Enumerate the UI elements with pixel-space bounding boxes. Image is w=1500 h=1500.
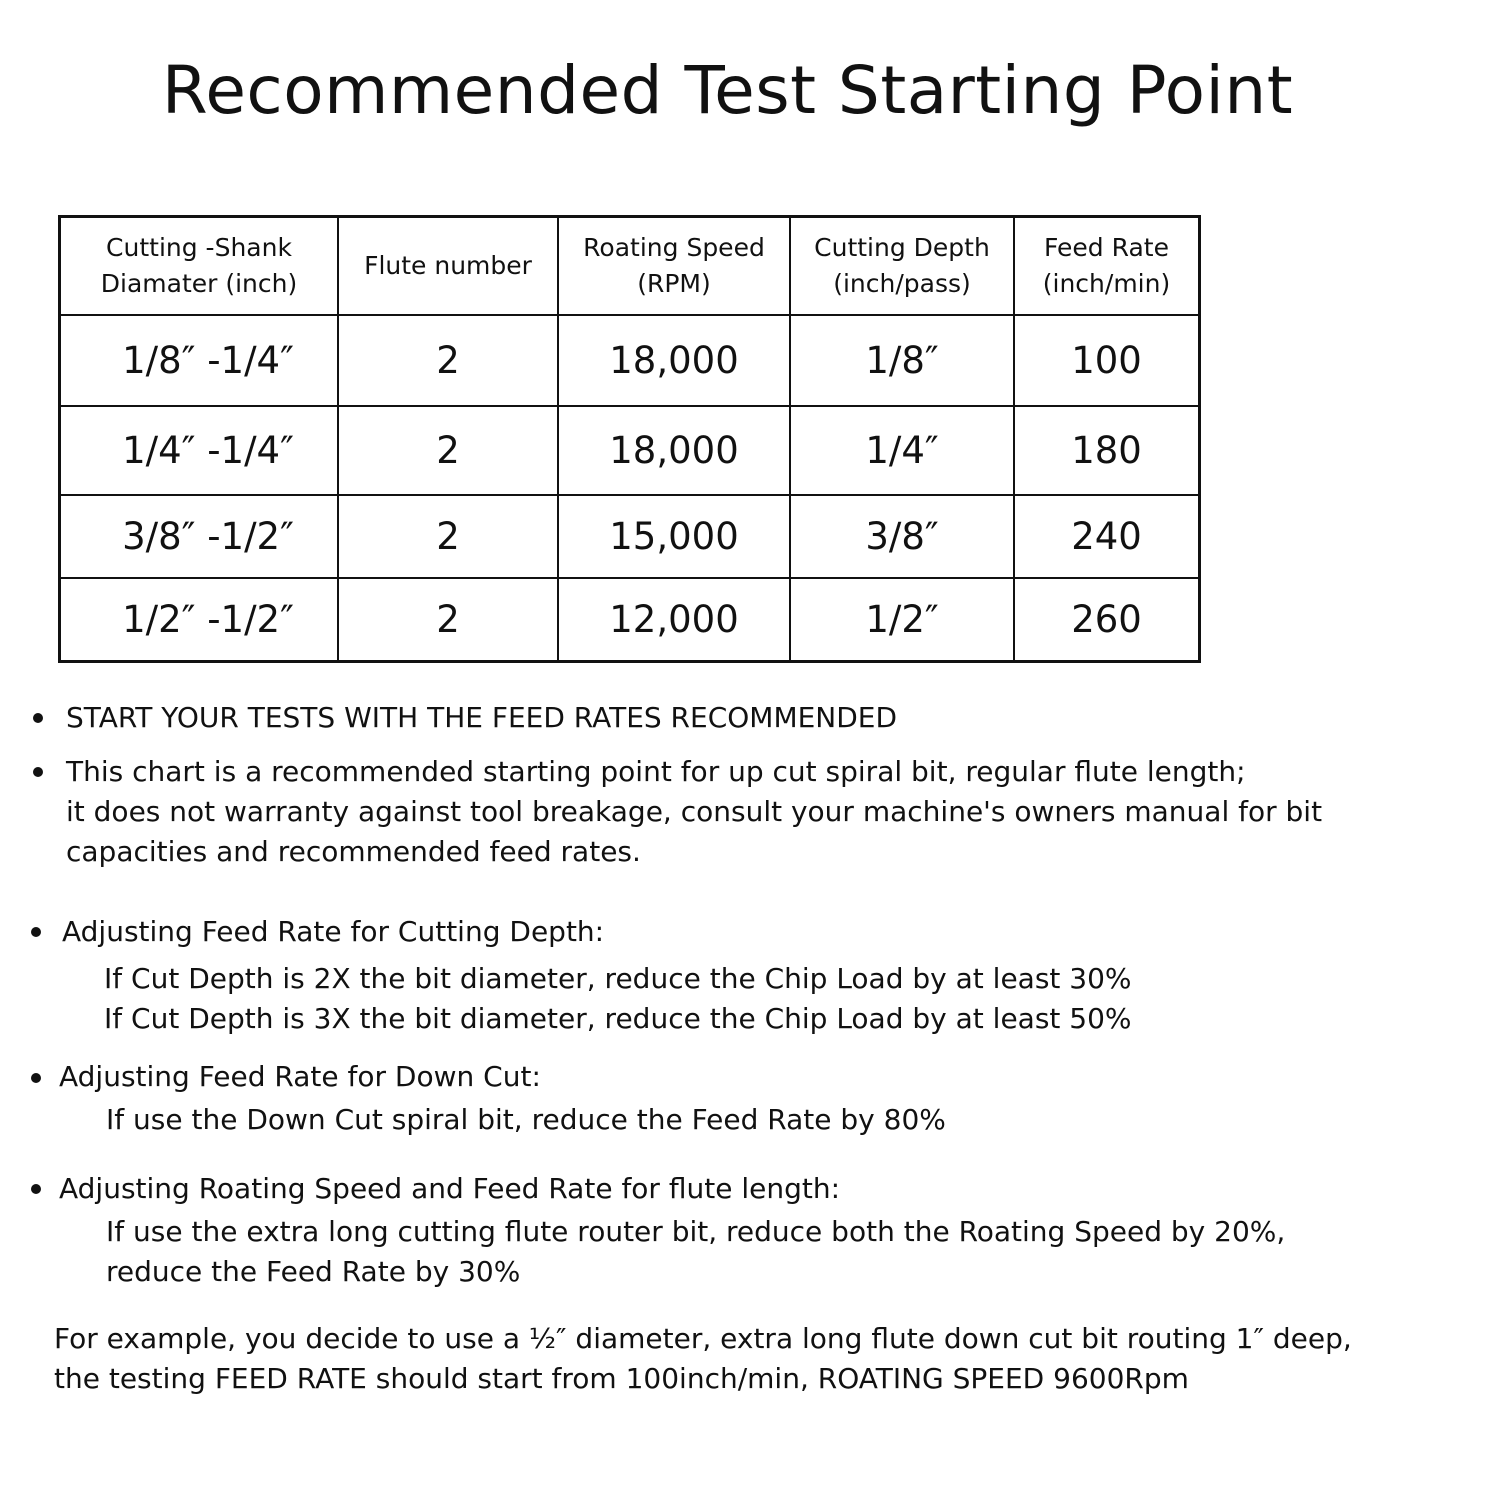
cell-flute: 2 xyxy=(338,315,558,406)
table-header-row xyxy=(60,217,1200,316)
table-row xyxy=(60,578,1200,662)
header-feed-rate xyxy=(1014,217,1200,316)
header-text: Feed Rate xyxy=(1044,233,1169,262)
note-chart-line-3: capacities and recommended feed rates. xyxy=(66,835,641,868)
note-downcut-title: Adjusting Feed Rate for Down Cut: xyxy=(59,1060,541,1093)
header-text: Cutting Depth xyxy=(814,233,990,262)
header-text: Diamater (inch) xyxy=(100,269,298,298)
cell-speed: 18,000 xyxy=(558,315,790,406)
header-text: Cutting -Shank xyxy=(106,233,292,262)
note-chart-line-2: it does not warranty against tool breakage, consult your machine's owners manual for bit xyxy=(66,795,1323,828)
table-row xyxy=(60,495,1200,578)
cell-flute: 2 xyxy=(338,578,558,662)
example-line-2: the testing FEED RATE should start from 100inch/min, ROATING SPEED 9600Rpm xyxy=(54,1362,1189,1395)
header-text: (inch/min) xyxy=(1042,269,1171,298)
cell-shank: 1/8″ -1/4″ xyxy=(60,315,339,406)
header-text: Flute number xyxy=(364,251,532,280)
note-flute-title: Adjusting Roating Speed and Feed Rate for flute length: xyxy=(59,1172,841,1205)
page-title: Recommended Test Starting Point xyxy=(161,52,1294,129)
note-flute-line-1: If use the extra long cutting flute router bit, reduce both the Roating Speed by 20%, xyxy=(106,1215,1286,1248)
cell-speed: 15,000 xyxy=(558,495,790,578)
spec-table xyxy=(58,215,1201,663)
header-cutting-depth xyxy=(790,217,1014,316)
cell-depth: 1/4″ xyxy=(790,406,1014,495)
header-text: (inch/pass) xyxy=(833,269,971,298)
note-depth-title: Adjusting Feed Rate for Cutting Depth: xyxy=(62,915,605,948)
header-flute-number xyxy=(338,217,558,316)
note-depth-line-2: If Cut Depth is 3X the bit diameter, reduce the Chip Load by at least 50% xyxy=(104,1002,1132,1035)
cell-shank: 1/2″ -1/2″ xyxy=(60,578,339,662)
header-text: (RPM) xyxy=(637,269,711,298)
cell-depth: 3/8″ xyxy=(790,495,1014,578)
cell-flute: 2 xyxy=(338,406,558,495)
cell-depth: 1/8″ xyxy=(790,315,1014,406)
note-downcut-line-1: If use the Down Cut spiral bit, reduce the Feed Rate by 80% xyxy=(106,1103,946,1136)
cell-shank: 1/4″ -1/4″ xyxy=(60,406,339,495)
cell-depth: 1/2″ xyxy=(790,578,1014,662)
header-shank-diameter xyxy=(60,217,339,316)
cell-speed: 12,000 xyxy=(558,578,790,662)
cell-feed: 100 xyxy=(1014,315,1200,406)
header-rotating-speed xyxy=(558,217,790,316)
note-flute-line-2: reduce the Feed Rate by 30% xyxy=(106,1255,521,1288)
cell-shank: 3/8″ -1/2″ xyxy=(60,495,339,578)
cell-feed: 180 xyxy=(1014,406,1200,495)
table-row xyxy=(60,406,1200,495)
cell-flute: 2 xyxy=(338,495,558,578)
example-line-1: For example, you decide to use a ½″ diameter, extra long flute down cut bit routing 1″ deep, xyxy=(54,1322,1352,1355)
cell-speed: 18,000 xyxy=(558,406,790,495)
note-chart-line-1: This chart is a recommended starting point for up cut spiral bit, regular flute length; xyxy=(66,755,1246,788)
note-start-tests: START YOUR TESTS WITH THE FEED RATES RECOMMENDED xyxy=(66,701,898,734)
cell-feed: 260 xyxy=(1014,578,1200,662)
header-text: Roating Speed xyxy=(583,233,765,262)
note-depth-line-1: If Cut Depth is 2X the bit diameter, reduce the Chip Load by at least 30% xyxy=(104,962,1132,995)
cell-feed: 240 xyxy=(1014,495,1200,578)
table-row xyxy=(60,315,1200,406)
